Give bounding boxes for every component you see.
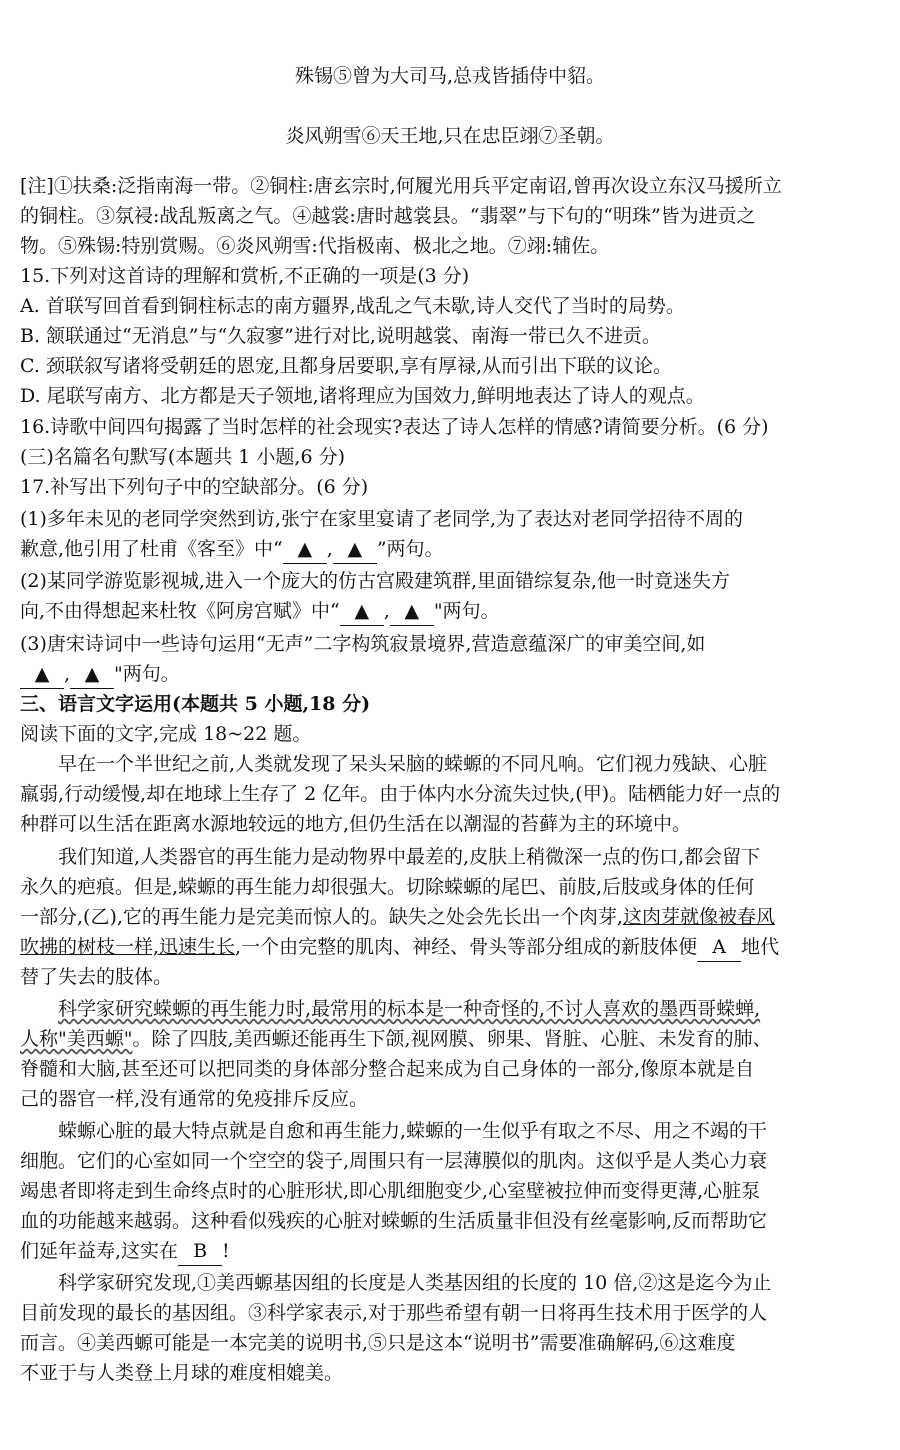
wavy-underlined-sentence: 人称"美西螈" bbox=[20, 1028, 133, 1050]
passage-line: 目前发现的最长的基因组。③科学家表示,对于那些希望有朝一日将再生技术用于医学的人 bbox=[20, 1302, 768, 1324]
answer-blank[interactable]: ▲ bbox=[20, 660, 64, 689]
answer-blank[interactable]: ▲ bbox=[283, 535, 327, 564]
passage-line: 脊髓和大脑,甚至还可以把同类的身体部分整合起来成为自己身体的一部分,像原本就是自 bbox=[20, 1058, 755, 1080]
part-3-heading: 三、语言文字运用(本题共 5 小题,18 分) bbox=[20, 693, 371, 715]
blank-b[interactable]: B bbox=[178, 1237, 222, 1266]
poem-line-6: 炎风朔雪⑥天王地,只在忠臣翊⑦圣朝。 bbox=[285, 125, 615, 147]
question-text: , bbox=[383, 600, 390, 622]
passage-text: 一部分,(乙),它的再生能力是完美而惊人的。缺失之处会先长出一个肉芽, bbox=[20, 906, 623, 928]
passage-line bbox=[20, 903, 880, 931]
question-15-option-a: A. 首联写回首看到铜柱标志的南方疆界,战乱之气未歇,诗人交代了当时的局势。 bbox=[20, 295, 685, 317]
passage-line: 血的功能越来越弱。这种看似残疾的心脏对蝾螈的生活质量非但没有丝毫影响,反而帮助它 bbox=[20, 1210, 768, 1232]
answer-blank[interactable]: ▲ bbox=[70, 660, 114, 689]
question-text: ”两句。 bbox=[376, 538, 444, 560]
notes-line: 的铜柱。③氛祲:战乱叛离之气。④越裳:唐时越裳县。“翡翠”与下句的“明珠”皆为进贡之 bbox=[20, 205, 756, 227]
question-15-option-d: D. 尾联写南方、北方都是天子领地,诸将理应为国效力,鲜明地表达了诗人的观点。 bbox=[20, 385, 705, 407]
question-17-part-3-cont bbox=[20, 660, 880, 689]
underlined-sentence: 这肉芽就像被春风 bbox=[622, 906, 775, 928]
question-17-part-2: (2)某同学游览影视城,进入一个庞大的仿古宫殿建筑群,里面错综复杂,他一时竟迷失方 bbox=[20, 570, 731, 592]
passage-text: 们延年益寿,这实在 bbox=[20, 1240, 179, 1262]
passage-text: 地代 bbox=[741, 936, 780, 958]
passage-line: 科学家研究发现,①美西螈基因组的长度是人类基因组的长度的 10 倍,②这是迄今为止 bbox=[58, 1272, 772, 1294]
passage-line: 竭患者即将走到生命终点时的心脏形状,即心肌细胞变少,心室壁被拉伸而变得更薄,心脏泵 bbox=[20, 1180, 761, 1202]
question-text: , bbox=[64, 663, 71, 685]
passage-line bbox=[20, 933, 880, 962]
passage-line bbox=[20, 1025, 880, 1053]
passage-text: ,一个由完整的肌肉、神经、骨头等部分组成的新肢体便 bbox=[235, 936, 698, 958]
answer-blank[interactable]: ▲ bbox=[333, 535, 377, 564]
question-17-stem: 17.补写出下列句子中的空缺部分。(6 分) bbox=[20, 476, 369, 498]
notes-line: [注]①扶桑:泛指南海一带。②铜柱:唐玄宗时,何履光用兵平定南诏,曾再次设立东汉马援所立 bbox=[20, 175, 782, 197]
question-17-part-1: (1)多年未见的老同学突然到访,张宁在家里宴请了老同学,为了表达对老同学招待不周的 bbox=[20, 508, 743, 530]
question-15-stem: 15.下列对这首诗的理解和赏析,不正确的一项是(3 分) bbox=[20, 265, 470, 287]
wavy-underlined-sentence: 科学家研究蝾螈的再生能力时,最常用的标本是一种奇怪的,不讨人喜欢的墨西哥蝾蝉, bbox=[58, 998, 761, 1020]
question-text: "两句。 bbox=[433, 600, 500, 622]
passage-line: 种群可以生活在距离水源地较远的地方,但仍生活在以潮湿的苔藓为主的环境中。 bbox=[20, 813, 692, 835]
section-heading: (三)名篇名句默写(本题共 1 小题,6 分) bbox=[20, 446, 345, 468]
passage-line: 我们知道,人类器官的再生能力是动物界中最差的,皮肤上稍微深一点的伤口,都会留下 bbox=[58, 846, 761, 868]
notes-line: 物。⑤殊锡:特别赏赐。⑥炎风朔雪:代指极南、极北之地。⑦翊:辅佐。 bbox=[20, 235, 610, 257]
reading-intro: 阅读下面的文字,完成 18~22 题。 bbox=[20, 723, 312, 745]
question-text: "两句。 bbox=[114, 663, 180, 685]
answer-blank[interactable]: ▲ bbox=[390, 597, 434, 626]
passage-line: 细胞。它们的心室如同一个空空的袋子,周围只有一层薄膜似的肌肉。这似乎是人类心力衰 bbox=[20, 1150, 768, 1172]
question-15-option-c: C. 颈联叙写诸将受朝廷的恩宠,且都身居要职,享有厚禄,从而引出下联的议论。 bbox=[20, 355, 673, 377]
passage-line: 羸弱,行动缓慢,却在地球上生存了 2 亿年。由于体内水分流失过快,(甲)。陆栖能力好一点的 bbox=[20, 783, 781, 805]
question-15-option-b: B. 颔联通过“无消息”与“久寂寥”进行对比,说明越裳、南海一带已久不进贡。 bbox=[20, 325, 661, 347]
passage-line: 永久的疤痕。但是,蝾螈的再生能力却很强大。切除蝾螈的尾巴、前肢,后肢或身体的任何 bbox=[20, 876, 755, 898]
answer-blank[interactable]: ▲ bbox=[340, 597, 384, 626]
blank-a[interactable]: A bbox=[697, 933, 741, 962]
passage-text: 。除了四肢,美西螈还能再生下颌,视网膜、卵果、肾脏、心脏、未发育的肺、 bbox=[132, 1028, 772, 1050]
passage-line: 蝾螈心脏的最大特点就是自愈和再生能力,蝾螈的一生似乎有取之不尽、用之不竭的干 bbox=[58, 1120, 768, 1142]
passage-line bbox=[20, 995, 900, 1023]
poem-line-5: 殊锡⑤曾为大司马,总戎皆插侍中貂。 bbox=[294, 65, 606, 87]
question-17-part-2-cont bbox=[20, 597, 880, 626]
passage-line: 而言。④美西螈可能是一本完美的说明书,⑤只是这本“说明书”需要准确解码,⑥这难度 bbox=[20, 1332, 736, 1354]
question-16: 16.诗歌中间四句揭露了当时怎样的社会现实?表达了诗人怎样的情感?请简要分析。(6 分) bbox=[20, 416, 769, 438]
passage-line: 己的器官一样,没有通常的免疫排斥反应。 bbox=[20, 1088, 369, 1110]
question-text: 歉意,他引用了杜甫《客至》中“ bbox=[20, 538, 283, 560]
question-text: , bbox=[326, 538, 333, 560]
passage-line bbox=[20, 1237, 880, 1266]
question-17-part-1-cont bbox=[20, 535, 880, 564]
passage-line: 替了失去的肢体。 bbox=[20, 966, 173, 988]
passage-line: 不亚于与人类登上月球的难度相媲美。 bbox=[20, 1362, 344, 1384]
passage-text: ! bbox=[222, 1240, 230, 1262]
question-17-part-3: (3)唐宋诗词中一些诗句运用“无声”二字构筑寂景境界,营造意蕴深广的审美空间,如 bbox=[20, 633, 706, 655]
underlined-sentence: 吹拂的树枝一样,迅速生长 bbox=[20, 936, 236, 958]
passage-line: 早在一个半世纪之前,人类就发现了呆头呆脑的蝾螈的不同凡响。它们视力残缺、心脏 bbox=[58, 753, 768, 775]
question-text: 向,不由得想起来杜牧《阿房宫赋》中“ bbox=[20, 600, 340, 622]
